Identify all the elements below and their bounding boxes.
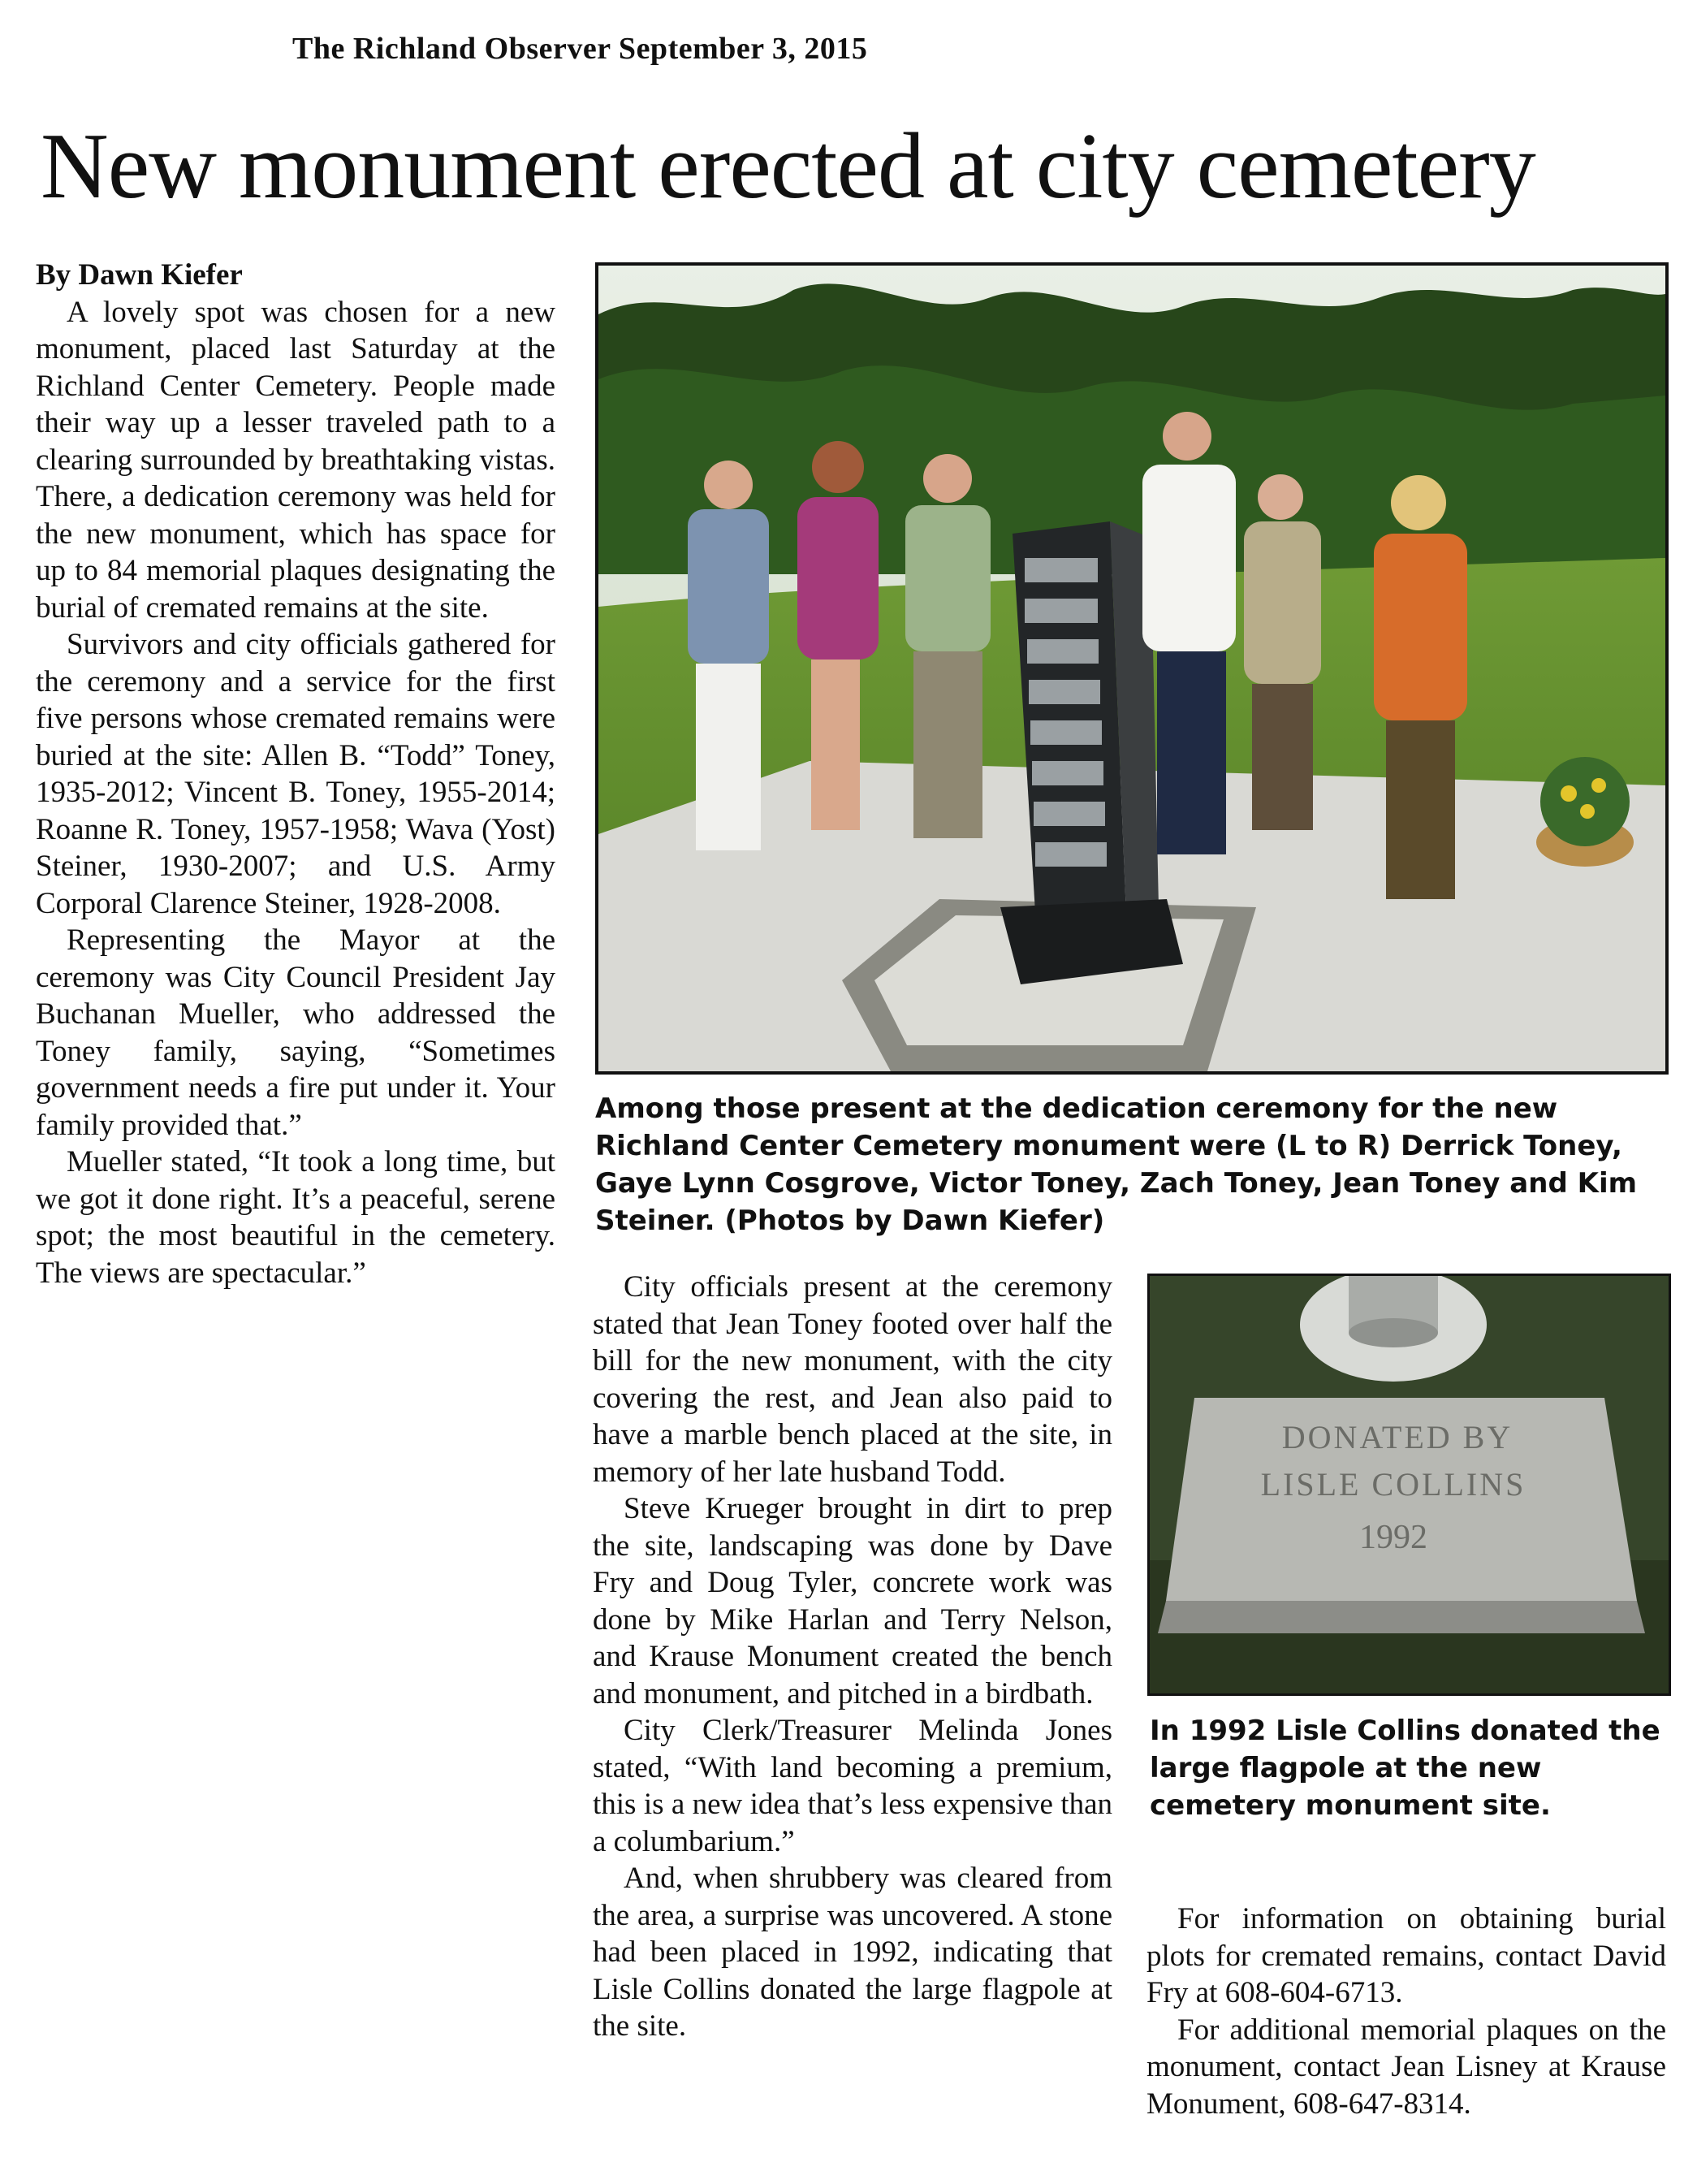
paragraph: And, when shrubbery was cleared from the area, a surprise was uncovered. A stone had been placed in 1992, indicating that Lisle Collins donated the large flagpole at the site. [593, 1862, 1112, 2043]
masthead: The Richland Observer September 3, 2015 [292, 32, 868, 66]
article-column-right [1146, 1901, 1666, 2122]
photo-caption-stone: In 1992 Lisle Collins donated the large flagpole at the new cemetery monument site. [1150, 1715, 1660, 1822]
paragraph: A lovely spot was chosen for a new monument, placed last Saturday at the Richland Center Cemetery. People made their way up a lesser traveled path to a clearing surrounded by breathtaking vistas. There, a dedication ceremony was held for the new monument, which has space for up to 84 memorial plaques designating the burial of cremated remains at the site. [36, 295, 555, 625]
stone-photo [1147, 1274, 1671, 1696]
paragraph: Survivors and city officials gathered for the ceremony and a service for the first five persons whose cremated remains were buried at the site: Allen B. “Todd” Toney, 1935-2012; Vincent B. Toney, 1955-2014; Roanne R. Toney, 1957-1958; Wava (Yost) Steiner, 1930-2007; and U.S. Army Corporal Clarence Steiner, 1928-2008. [36, 628, 555, 920]
stone-inscription-line-1: DONATED BY [1281, 1419, 1513, 1455]
photo-caption-main: Among those present at the dedication ceremony for the new Richland Center Cemetery monument were (L to R) Derrick Toney, Gaye Lynn Cosgrove, Victor Toney, Zach Toney, Jean Toney and Kim Steiner. (Photos by Dawn Kiefer) [595, 1092, 1638, 1237]
stone-inscription-line-2: LISLE COLLINS [1260, 1466, 1526, 1503]
paragraph: Mueller stated, “It took a long time, but we got it done right. It’s a peaceful, serene spot; the most beautiful in the cemetery. The views are spectacular.” [36, 1145, 555, 1290]
paragraph: City officials present at the ceremony stated that Jean Toney footed over half the bill for the new monument, with the city covering the rest, and Jean also paid to have a marble bench placed at the site, in memory of her late husband Todd. [593, 1270, 1112, 1489]
paragraph: City Clerk/Treasurer Melinda Jones stated, “With land becoming a premium, this is a new idea that’s less expensive than a columbarium.” [593, 1714, 1112, 1858]
paragraph: For additional memorial plaques on the monument, contact Jean Lisney at Krause Monument, 608-647-8314. [1146, 2013, 1666, 2121]
paragraph: Steve Krueger brought in dirt to prep the site, landscaping was done by Dave Fry and Doug Tyler, concrete work was done by Mike Harlan and Terry Nelson, and Krause Monument created the bench and monument, and pitched in a birdbath. [593, 1492, 1112, 1710]
stone-inscription-line-3: 1992 [1359, 1519, 1427, 1556]
paragraph: Representing the Mayor at the ceremony was City Council President Jay Buchanan Mueller, who addressed the Toney family, saying, “Sometimes government needs a fire put under it. Your family provided that.” [36, 923, 555, 1142]
article-column-left [36, 257, 555, 1291]
byline: By Dawn Kiefer [36, 258, 243, 292]
headline: New monument erected at city cemetery [41, 115, 1535, 218]
article-column-middle [593, 1269, 1112, 2045]
paragraph: For information on obtaining burial plots for cremated remains, contact David Fry at 608-604-6713. [1146, 1902, 1666, 2009]
ceremony-photo [595, 262, 1669, 1075]
